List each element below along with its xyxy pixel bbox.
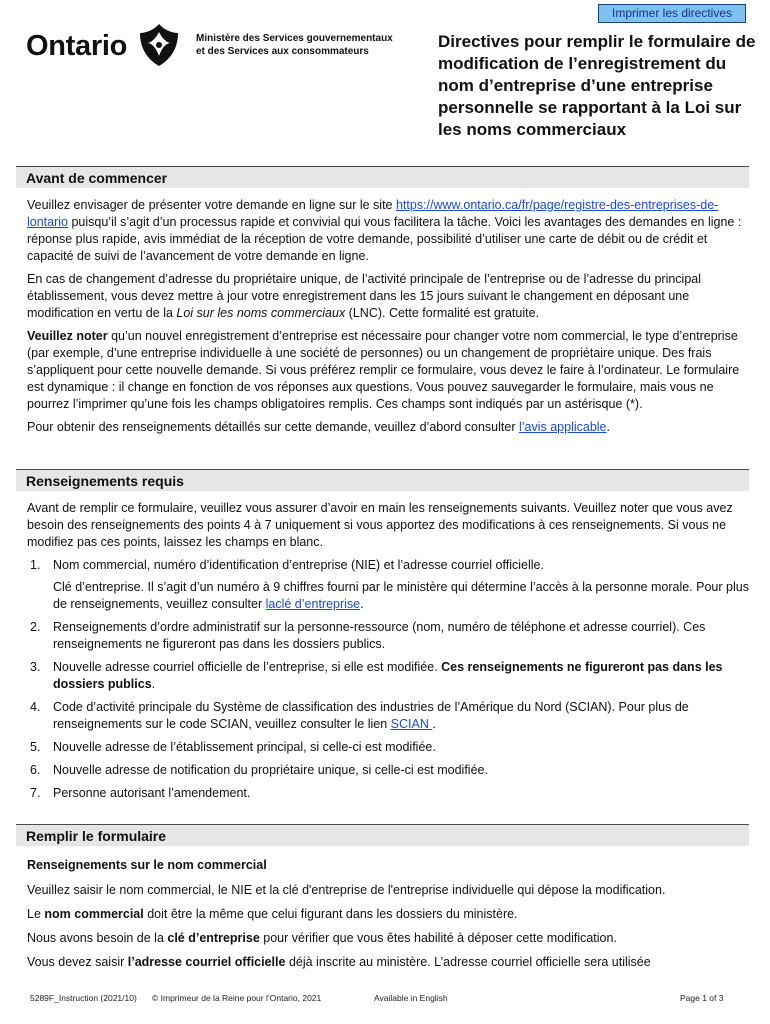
paragraph: Le nom commercial doit être la même que celui figurant dans les dossiers du ministère. (27, 907, 518, 921)
trillium-icon (136, 22, 182, 68)
section-remplir-le-formulaire (27, 857, 749, 978)
list-item: 7. Personne autorisant l’amendement. (30, 786, 251, 800)
section-heading-remplir-le-formulaire: Remplir le formulaire (16, 824, 749, 846)
list-item: 1. Nom commercial, numéro d’identification d’entreprise (NIE) et l’adresse courriel officielle. Clé d’entreprise. Il s’agit d’un numéro à 9 chiffres fourni par le ministère qui détermine l’accès à la personne morale. Pour plus de renseignements, veuillez consulter laclé d’entreprise. (30, 558, 749, 611)
ministry-name: Ministère des Services gouvernementaux et des Services aux consommateurs (196, 33, 393, 57)
subheading: Renseignements sur le nom commercial (27, 858, 267, 872)
section-avant-de-commencer (27, 197, 749, 442)
copyright: © Imprimeur de la Reine pour l’Ontario, 2021 (152, 993, 322, 1003)
list-item: 5. Nouvelle adresse de l’établissement principal, si celle-ci est modifiée. (30, 740, 436, 754)
list-item: 3. Nouvelle adresse courriel officielle de l’entreprise, si elle est modifiée. Ces renseignements ne figureront pas dans les dossiers publics. (30, 660, 723, 691)
section-heading-avant-de-commencer: Avant de commencer (16, 166, 749, 188)
required-info-list (27, 557, 749, 802)
paragraph: Veuillez envisager de présenter votre demande en ligne sur le site https://www.ontario.ca/fr/page/registre-des-entreprises-de-lontario puisqu’il s’agit d’un processus rapide et convivial qui vous facilitera la tâche. Voici les avantages des demandes en ligne : réponse plus rapide, avis immédiat de la réception de votre demande, possibilité d’utiliser une carte de débit ou de crédit et capacité de suivi de l’avancement de votre demande en ligne. (27, 198, 742, 263)
paragraph: Veuillez noter qu’un nouvel enregistrement d’entreprise est nécessaire pour changer votre nom commercial, le type d’entreprise (par exemple, d’une entreprise individuelle à une société de personnes) ou un changement de propriétaire unique. Des frais s’appliquent pour cette nouvelle demande. Si vous préférez remplir ce formulaire, vous devez le faire à l’ordinateur. Le formulaire est dynamique : il change en fonction de vos réponses aux questions. Vous pouvez sauvegarder le formulaire, mais vous ne pourrez l’imprimer qu’une fois les champs obligatoires remplis. Ces champs sont indiqués par un astérisque (*). (27, 329, 740, 411)
business-key-note: Clé d’entreprise. Il s’agit d’un numéro à 9 chiffres fourni par le ministère qui détermine l’accès à la personne morale. Pour plus de renseignements, veuillez consulter laclé d’entreprise. (53, 580, 749, 611)
logo-wordmark: Ontario (26, 30, 128, 62)
section-heading-renseignements-requis: Renseignements requis (16, 469, 749, 491)
paragraph: Nous avons besoin de la clé d’entreprise pour vérifier que vous êtes habilité à déposer cette modification. (27, 931, 617, 945)
paragraph: En cas de changement d’adresse du propriétaire unique, de l’activité principale de l’entreprise ou de l’adresse du principal établissement, vous devez mettre à jour votre enregistrement dans les 15 jours suivant le changement en déposant une modification en vertu de la Loi sur les noms commerciaux (LNC). Cette formalité est gratuite. (27, 272, 702, 320)
section-renseignements-requis (27, 500, 749, 808)
list-item: 6. Nouvelle adresse de notification du propriétaire unique, si celle-ci est modifiée. (30, 763, 488, 777)
applicable-notice-link[interactable]: l’avis applicable (518, 420, 607, 434)
form-id: 5289F_Instruction (2021/10) (30, 993, 137, 1003)
scian-link[interactable]: SCIAN (390, 717, 433, 731)
online-registry-link[interactable]: https://www.ontario.ca/fr/page/registre-des-entreprises-de-lontario (27, 198, 719, 229)
list-item: 4. Code d’activité principale du Système de classification des industries de l’Amérique du Nord (SCIAN). Pour plus de renseignements sur le code SCIAN, veuillez consulter le lien SCIAN . (30, 700, 689, 731)
paragraph: Vous devez saisir l’adresse courriel officielle déjà inscrite au ministère. L’adresse courriel officielle sera utilisée (27, 955, 651, 969)
print-instructions-button[interactable]: Imprimer les directives (598, 4, 746, 23)
page-number: Page 1 of 3 (680, 993, 724, 1003)
paragraph: Avant de remplir ce formulaire, veuillez vous assurer d’avoir en main les renseignements suivants. Veuillez noter que vous avez besoin des renseignements des points 4 à 7 uniquement si vous apportez des modifications à ces renseignements. Si vous ne modifiez pas ces points, laissez les champs en blanc. (27, 501, 733, 549)
paragraph: Pour obtenir des renseignements détaillés sur cette demande, veuillez d’abord consulter l’avis applicable. (27, 420, 610, 434)
language-note: Available in English (374, 993, 448, 1003)
list-item: 2. Renseignements d’ordre administratif sur la personne-ressource (nom, numéro de téléphone et adresse courriel). Ces renseignements ne figureront pas dans les dossiers publics. (30, 620, 706, 651)
paragraph: Veuillez saisir le nom commercial, le NIE et la clé d'entreprise de l'entreprise individuelle qui dépose la modification. (27, 883, 666, 897)
business-key-link[interactable]: laclé d’entreprise (265, 597, 361, 611)
document-title: Directives pour remplir le formulaire de modification de l’enregistrement du nom d’entreprise d’une entreprise personnelle se rapportant à la Loi sur les noms commerciaux (438, 32, 756, 139)
